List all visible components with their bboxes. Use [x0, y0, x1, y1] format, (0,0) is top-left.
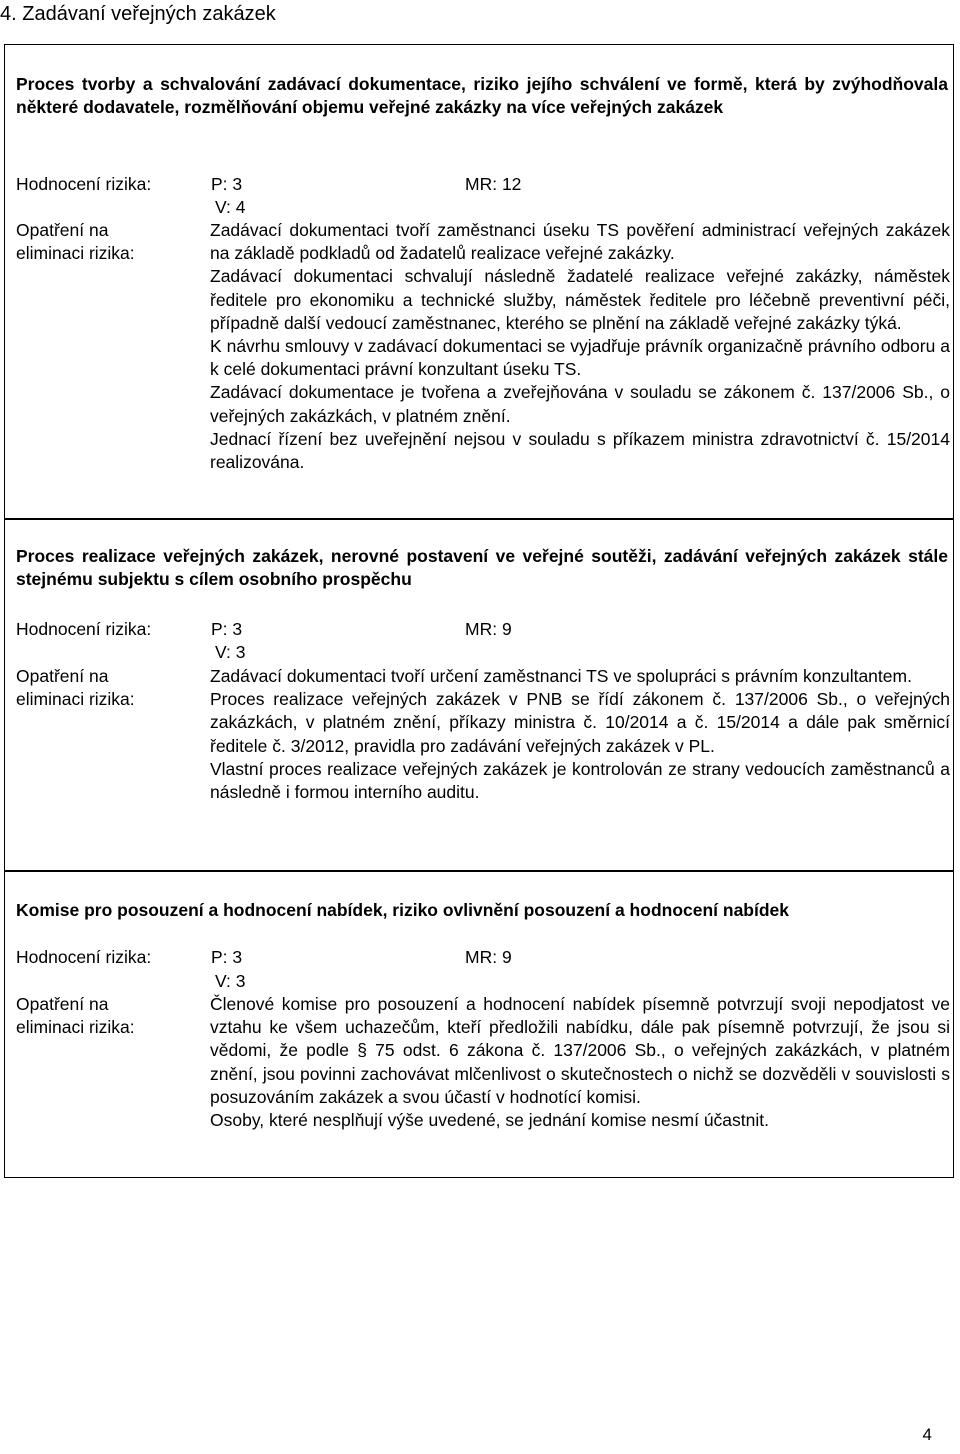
- measures-label-line-2: eliminaci rizika:: [16, 1017, 135, 1038]
- measures-label-line-2: eliminaci rizika:: [16, 243, 135, 264]
- chapter-heading: 4. Zadávaní veřejných zakázek: [0, 3, 276, 25]
- measure-paragraph: Členové komise pro posouzení a hodnocení nabídek písemně potvrzují svoji nepodjatost ve vztahu ke všem uchazečům, kteří předložili nabídku, dále pak písemně potvrzují, že jsou si vědomi, že podle § 75 odst. 6 zákona č. 137/2006 Sb., o veřejných zakázkách, v platném znění, jsou povinni zachovávat mlčenlivost o skutečnostech o nichž se dozvěděli v souvislosti s posuzováním zakázek a svou účastí v hodnotící komisi.: [210, 994, 950, 1107]
- probability-value: P: 3: [211, 174, 243, 194]
- mr-value: MR: 9: [465, 947, 512, 967]
- measures-label-line-1: Opatření na: [16, 220, 109, 240]
- section-title: Komise pro posouzení a hodnocení nabídek, riziko ovlivnění posouzení a hodnocení nabídek: [16, 900, 790, 920]
- measure-paragraph: Zadávací dokumentaci tvoří určení zaměstnanci TS ve spolupráci s právním konzultantem.: [210, 666, 912, 686]
- measures-label: [16, 219, 206, 265]
- risk-section-1: [4, 44, 954, 519]
- measures-text: [210, 993, 950, 1132]
- measure-paragraph: Proces realizace veřejných zakázek v PNB se řídí zákonem č. 137/2006 Sb., o veřejných zakázkách, v platném znění, příkazy ministra č. 10/2014 a č. 15/2014 a dále pak směrnicí ředitele č. 3/2012, pravidla pro zadávání veřejných zakázek v PL.: [210, 689, 950, 756]
- measure-paragraph: Jednací řízení bez uveřejnění nejsou v souladu s příkazem ministra zdravotnictví č. 15/2014 realizována.: [210, 428, 950, 473]
- risk-section-3: [4, 871, 954, 1178]
- measure-paragraph: Osoby, které nesplňují výše uvedené, se jednání komise nesmí účastnit.: [210, 1110, 770, 1131]
- measure-paragraph: Zadávací dokumentaci schvalují následně žadatelé realizace veřejné zakázky, náměstek ředitele pro ekonomiku a technické služby, náměstek ředitele pro léčebně preventivní péči, případně další vedoucí zaměstnanec, kterého se plnění na základě veřejné zakázky týká.: [210, 266, 950, 333]
- rating-label: Hodnocení rizika:: [16, 947, 152, 967]
- measures-label-line-2: eliminaci rizika:: [16, 689, 135, 710]
- page-number: 4: [922, 1425, 932, 1444]
- probability-value: P: 3: [211, 619, 243, 639]
- measures-label-line-1: Opatření na: [16, 994, 109, 1014]
- measure-paragraph: Zadávací dokumentaci tvoří zaměstnanci úseku TS pověření administrací veřejných zakázek na základě podkladů od žadatelů realizace veřejné zakázky.: [210, 220, 950, 264]
- section-title: Proces tvorby a schvalování zadávací dokumentace, riziko jejího schválení ve formě, která by zvýhodňovala některé dodavatele, rozmělňování objemu veřejné zakázky na více veřejných zakázek: [16, 74, 948, 118]
- impact-value: V: 4: [215, 197, 246, 217]
- measures-label: [16, 993, 206, 1039]
- mr-value: MR: 12: [465, 174, 522, 194]
- measures-text: [210, 665, 950, 804]
- measures-text: [210, 219, 950, 474]
- mr-value: MR: 9: [465, 619, 512, 639]
- risk-section-2: [4, 519, 954, 871]
- measure-paragraph: Vlastní proces realizace veřejných zakázek je kontrolován ze strany vedoucích zaměstnanců a následně i formou interního auditu.: [210, 758, 950, 803]
- rating-label: Hodnocení rizika:: [16, 619, 152, 639]
- measures-label: [16, 665, 206, 711]
- section-title: Proces realizace veřejných zakázek, nerovné postavení ve veřejné soutěži, zadávání veřejných zakázek stále stejnému subjektu s cílem osobního prospěchu: [16, 546, 948, 590]
- probability-value: P: 3: [211, 947, 243, 967]
- impact-value: V: 3: [215, 971, 246, 991]
- measure-paragraph: K návrhu smlouvy v zadávací dokumentaci se vyjadřuje právník organizačně právního odboru a k celé dokumentaci právní konzultant úseku TS.: [210, 336, 950, 380]
- impact-value: V: 3: [215, 642, 246, 662]
- measures-label-line-1: Opatření na: [16, 666, 109, 686]
- rating-label: Hodnocení rizika:: [16, 174, 152, 194]
- measure-paragraph: Zadávací dokumentace je tvořena a zveřejňována v souladu se zákonem č. 137/2006 Sb., o veřejných zakázkách, v platném znění.: [210, 382, 950, 426]
